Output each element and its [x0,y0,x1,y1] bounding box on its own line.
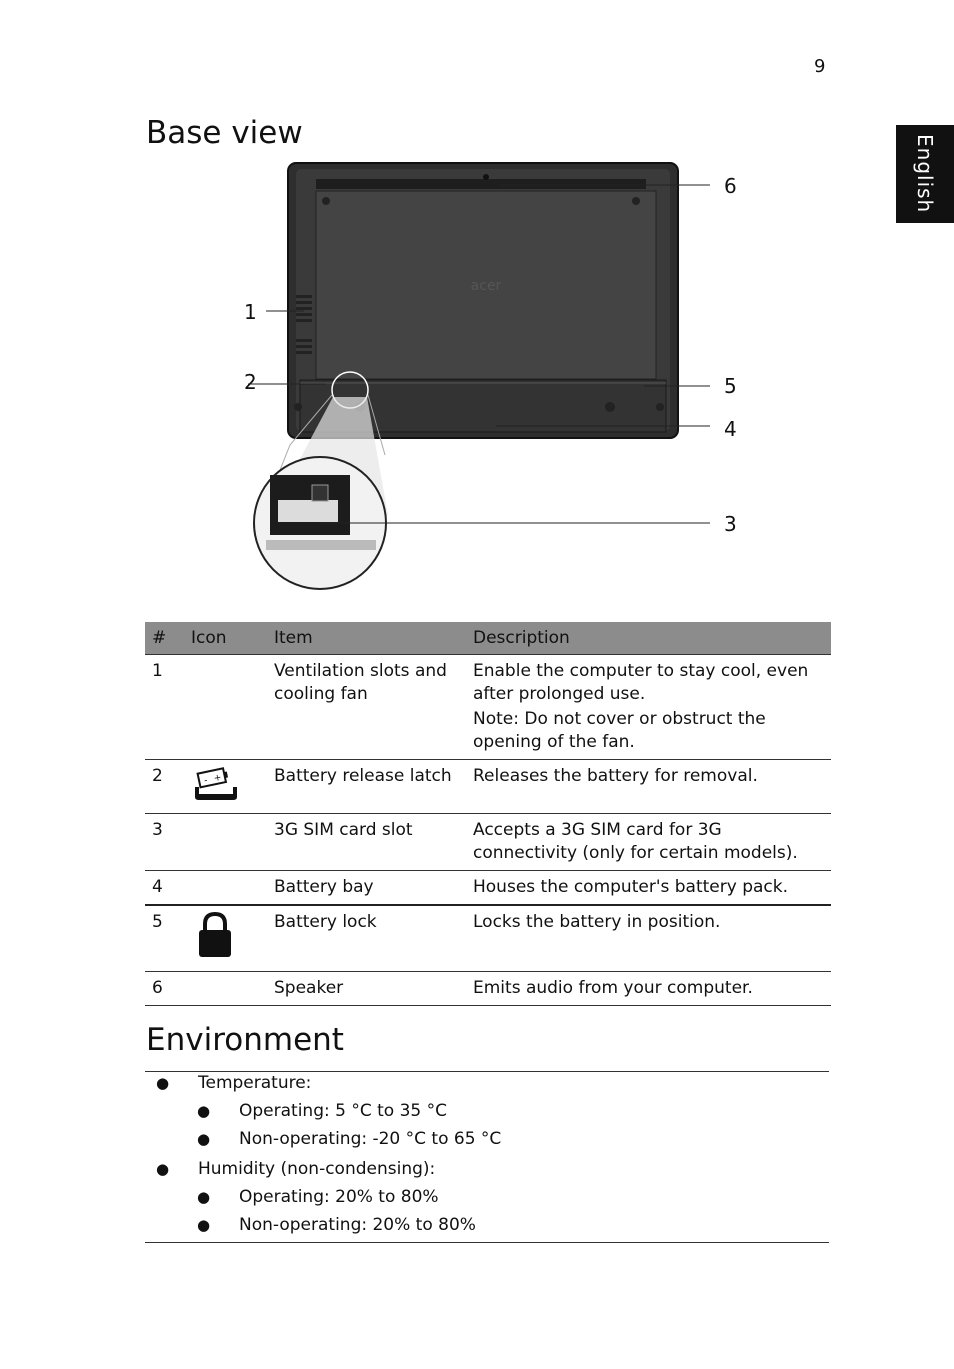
row-icon-cell [184,760,267,814]
description-note [473,708,825,754]
callout-3: 3 [724,512,737,536]
lock-icon [191,911,239,959]
table-row [145,905,831,972]
laptop-base-illustration [230,155,760,595]
hum-non-operating: Non-operating: 20% to 80% [239,1215,476,1235]
row-icon-cell [184,871,267,906]
list-item [145,1100,829,1128]
row-number: 5 [145,905,184,972]
row-icon-cell [184,972,267,1006]
temp-non-operating: Non-operating: -20 °C to 65 °C [239,1129,502,1149]
list-item [145,1072,829,1100]
table-row [145,972,831,1006]
row-number: 2 [145,760,184,814]
callout-6: 6 [724,174,737,198]
svg-text:-: - [203,775,209,787]
table-row [145,814,831,871]
bullet: ● [156,1074,170,1092]
language-tab-label: English [913,134,937,214]
row-item: Battery lock [267,905,466,972]
list-item [145,1158,829,1186]
temperature-label: Temperature: [198,1073,312,1093]
header-icon: Icon [184,622,267,655]
table-header-row [145,622,831,655]
row-item: Speaker [267,972,466,1006]
bullet: ● [156,1160,170,1178]
parts-table [145,622,831,1006]
row-description: Accepts a 3G SIM card for 3G connectivity (only for certain models). [466,814,831,871]
temp-operating: Operating: 5 °C to 35 °C [239,1101,447,1121]
callout-2: 2 [244,370,257,394]
header-description: Description [466,622,831,655]
row-description: Houses the computer's battery pack. [466,871,831,906]
row-description [466,655,831,760]
callout-4: 4 [724,417,737,441]
bullet: ● [197,1130,211,1148]
bullet: ● [197,1188,211,1206]
callout-5: 5 [724,374,737,398]
hum-operating: Operating: 20% to 80% [239,1187,439,1207]
callout-1: 1 [244,300,257,324]
note-label: Note [473,709,514,729]
laptop-base-drawing [230,155,760,595]
note-text: : Do not cover or obstruct the opening of the fan. [473,709,766,752]
row-item: 3G SIM card slot [267,814,466,871]
bullet: ● [197,1102,211,1120]
row-description: Releases the battery for removal. [466,760,831,814]
row-number: 4 [145,871,184,906]
row-item: Battery bay [267,871,466,906]
row-icon-cell [184,905,267,972]
header-item: Item [267,622,466,655]
row-icon-cell [184,814,267,871]
svg-text:acer: acer [470,278,502,294]
page-number: 9 [814,56,826,77]
environment-list [145,1072,829,1242]
battery-release-icon [191,765,239,801]
table-row [145,655,831,760]
row-item: Ventilation slots and cooling fan [267,655,466,760]
row-number: 6 [145,972,184,1006]
row-number: 3 [145,814,184,871]
list-item [145,1214,829,1242]
description-text: Enable the computer to stay cool, even after prolonged use. [473,661,809,704]
language-tab [896,125,954,223]
table-row [145,760,831,814]
list-item [145,1186,829,1214]
bullet: ● [197,1216,211,1234]
row-description: Locks the battery in position. [466,905,831,972]
humidity-label: Humidity (non-condensing): [198,1159,436,1179]
header-number: # [145,622,184,655]
row-icon-cell [184,655,267,760]
row-description: Emits audio from your computer. [466,972,831,1006]
base-view-title: Base view [146,115,303,151]
table-row [145,871,831,906]
environment-title: Environment [146,1022,344,1058]
row-number: 1 [145,655,184,760]
list-item [145,1128,829,1158]
environment-bottom-rule [145,1242,829,1243]
row-item: Battery release latch [267,760,466,814]
svg-text:+: + [213,772,223,785]
